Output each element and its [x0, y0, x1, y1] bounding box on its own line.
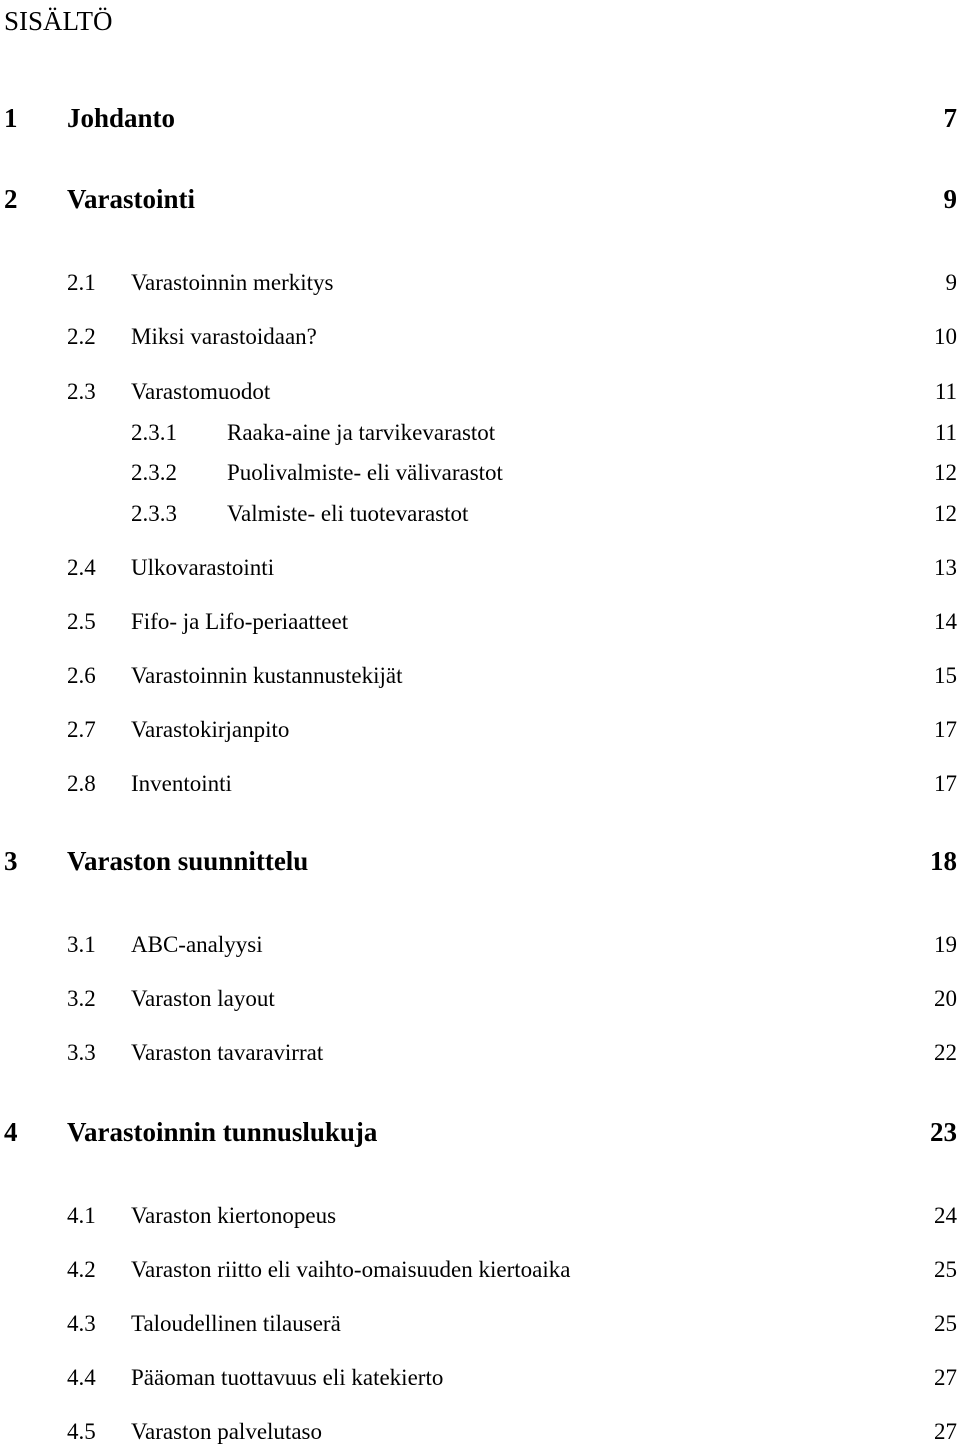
toc-entry-title: Varaston palvelutaso: [131, 1419, 322, 1444]
toc-entry-page: 10: [934, 324, 957, 349]
toc-entry-number: 2.3.1: [131, 420, 177, 445]
toc-entry-page: 27: [934, 1419, 957, 1444]
toc-entry-number: 2.1: [67, 270, 96, 295]
toc-entry-title: Varastomuodot: [131, 379, 271, 404]
toc-entry-page: 24: [934, 1203, 957, 1228]
toc-entry-title: Ulkovarastointi: [131, 555, 275, 580]
toc-entry-number: 2.3.3: [131, 501, 177, 526]
toc-entry-page: 11: [934, 420, 957, 445]
toc-entry-page: 9: [945, 270, 957, 295]
toc-entry-page: 14: [934, 609, 957, 634]
toc-entry-page: 23: [930, 1117, 957, 1147]
toc-entry-title: Varaston tavaravirrat: [131, 1040, 324, 1065]
toc-entry-title: Raaka-aine ja tarvikevarastot: [227, 420, 496, 445]
toc-entry-number: 2.7: [67, 717, 96, 742]
toc-entry-number: 4.4: [67, 1365, 96, 1390]
toc-entry-title: Varastoinnin merkitys: [131, 270, 334, 295]
toc-entry-number: 4: [4, 1117, 18, 1147]
toc-entry-number: 2.3: [67, 379, 96, 404]
toc-entry-page: 12: [934, 460, 957, 485]
toc-entry-number: 3: [4, 846, 18, 876]
toc-entry-number: 2.6: [67, 663, 96, 688]
toc-entry-page: 19: [934, 932, 957, 957]
toc-entry-page: 22: [934, 1040, 957, 1065]
toc-entry-number: 1: [4, 103, 18, 133]
toc-entry-number: 4.3: [67, 1311, 96, 1336]
toc-entry-number: 2: [4, 184, 18, 214]
toc-entry-page: 17: [934, 771, 957, 796]
toc-entry-number: 2.4: [67, 555, 96, 580]
toc-entry-number: 2.5: [67, 609, 96, 634]
toc-entry-title: Valmiste- eli tuotevarastot: [227, 501, 469, 526]
toc-entry-title: Pääoman tuottavuus eli katekierto: [131, 1365, 444, 1390]
toc-entry-title: Puolivalmiste- eli välivarastot: [227, 460, 503, 485]
toc-entry-page: 17: [934, 717, 957, 742]
toc-entry-page: 11: [934, 379, 957, 404]
toc-entry-title: Varastointi: [67, 184, 196, 214]
toc-entry-title: Johdanto: [67, 103, 176, 133]
toc-entry-page: 25: [934, 1257, 957, 1282]
toc-entry-title: Varaston kiertonopeus: [131, 1203, 337, 1228]
toc-entry-page: 15: [934, 663, 957, 688]
toc-entry-title: Fifo- ja Lifo-periaatteet: [131, 609, 349, 634]
toc-entry-page: 12: [934, 501, 957, 526]
toc-entry-title: Varastoinnin kustannustekijät: [131, 663, 403, 688]
toc-entry-page: 18: [930, 846, 957, 876]
toc-entry-page: 20: [934, 986, 957, 1011]
toc-entry-number: 2.8: [67, 771, 96, 796]
toc-entry-title: Miksi varastoidaan?: [131, 324, 317, 349]
toc-entry-page: 9: [943, 184, 957, 214]
toc-entry-page: 27: [934, 1365, 957, 1390]
toc-entry-page: 25: [934, 1311, 957, 1336]
toc-entry-title: Varastokirjanpito: [131, 717, 290, 742]
toc-entry-title: Varaston riitto eli vaihto-omaisuuden kiertoaika: [131, 1257, 571, 1282]
page-title: SISÄLTÖ: [4, 6, 113, 36]
toc-entry-number: 3.3: [67, 1040, 96, 1065]
toc-entry-number: 4.5: [67, 1419, 96, 1444]
toc-entry-title: Taloudellinen tilauserä: [131, 1311, 341, 1336]
toc-entry-title: Varastoinnin tunnuslukuja: [67, 1117, 378, 1147]
toc-entry-title: ABC-analyysi: [131, 932, 263, 957]
toc-entry-number: 3.1: [67, 932, 96, 957]
toc-entry-title: Varaston layout: [131, 986, 275, 1011]
toc-entry-title: Varaston suunnittelu: [67, 846, 309, 876]
toc-entry-number: 3.2: [67, 986, 96, 1011]
toc-entry-page: 13: [934, 555, 957, 580]
toc-entry-number: 2.3.2: [131, 460, 177, 485]
toc-entry-number: 2.2: [67, 324, 96, 349]
toc-entry-page: 7: [943, 103, 957, 133]
toc-entry-number: 4.2: [67, 1257, 96, 1282]
toc-entry-title: Inventointi: [131, 771, 232, 796]
toc-entry-number: 4.1: [67, 1203, 96, 1228]
